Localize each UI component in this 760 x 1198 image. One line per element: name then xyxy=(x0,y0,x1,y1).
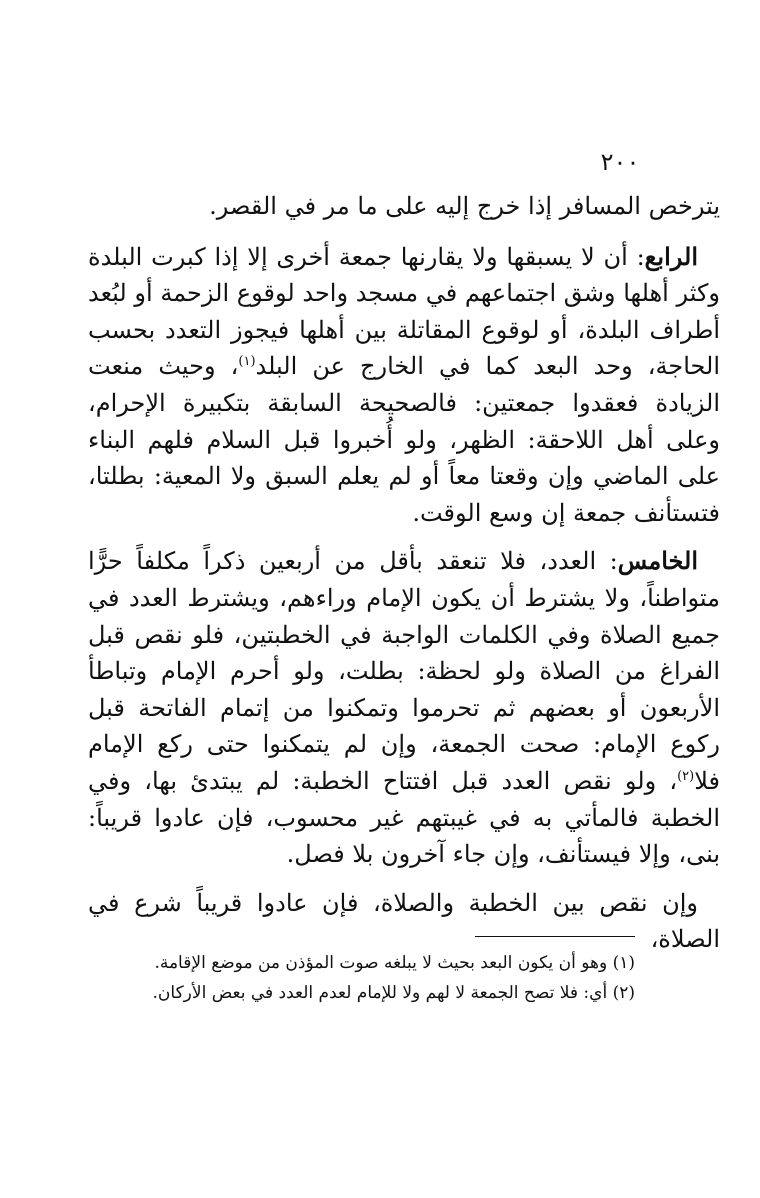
paragraph-heading: الخامس xyxy=(617,546,698,576)
footnote-ref-2[interactable]: (٢) xyxy=(677,768,695,784)
footnotes xyxy=(100,948,635,1008)
main-text xyxy=(88,188,720,970)
paragraph-text-cont: ، ولو نقص العدد قبل افتتاح الخطبة: لم يبتدئ بها، وفي الخطبة فالمأتي به في غيبتهم غير محسوب، فإن عادوا قريباً: بنى، وإلا فيستأنف، وإن جاء آخرون بلا فصل. xyxy=(88,766,720,869)
paragraph-condition-4 xyxy=(88,239,720,532)
paragraph-text: يترخص المسافر إذا خرج إليه على ما مر في القصر. xyxy=(209,192,720,220)
footnote-2: (٢) أي: فلا تصح الجمعة لا لهم ولا للإمام لعدم العدد في بعض الأركان. xyxy=(152,983,635,1003)
paragraph-heading: الرابع xyxy=(644,241,698,271)
paragraph-text-cont: ، وحيث منعت الزيادة فعقدوا جمعتين: فالصحيحة السابقة بتكبيرة الإحرام، وعلى أهل اللاحقة: الظهر، ولو أُخبروا قبل السلام فلهم البناء على الماضي وإن وقعتا معاً أو لم يعلم السبق ولا المعية: بطلتا، فتستأنف جمعة إن وسع الوقت. xyxy=(88,352,720,527)
page-number: ٢٠٠ xyxy=(600,148,640,176)
paragraph-intro xyxy=(88,188,720,225)
paragraph-text: : أن لا يسبقها ولا يقارنها جمعة أخرى إلا إذا كبرت البلدة وكثر أهلها وشق اجتماعهم في مسجد واحد لوقوع الزحمة أو لبُعد أطراف البلدة، أو لوقوع المقاتلة بين أهلها فيجوز التعدد بحسب الحاجة، وحد البعد كما في الخارج عن البلد xyxy=(88,242,720,381)
paragraph-text: وإن نقص بين الخطبة والصلاة، فإن عادوا قريباً شرع في الصلاة، xyxy=(88,888,720,954)
paragraph-condition-5 xyxy=(88,543,720,872)
footnote-1: (١) وهو أن يكون البعد بحيث لا يبلغه صوت المؤذن من موضع الإقامة. xyxy=(154,953,635,973)
footnote-separator xyxy=(475,936,635,937)
paragraph-final xyxy=(88,885,720,958)
footnote-ref-1[interactable]: (١) xyxy=(238,354,256,370)
paragraph-text: : العدد، فلا تنعقد بأقل من أربعين ذكراً مكلفاً حرًّا متواطناً، ولا يشترط أن يكون الإمام وراءهم، ويشترط العدد في جميع الصلاة وفي الكلمات الواجبة في الخطبتين، فلو نقص قبل الفراغ من الصلاة ولو لحظة: بطلت، ولو أحرم الإمام وتباطأ الأربعون أو بعضهم ثم تحرموا وتمكنوا من إتمام الفاتحة قبل ركوع الإمام: صحت الجمعة، وإن لم يتمكنوا حتى ركع الإمام فلا xyxy=(88,547,721,795)
